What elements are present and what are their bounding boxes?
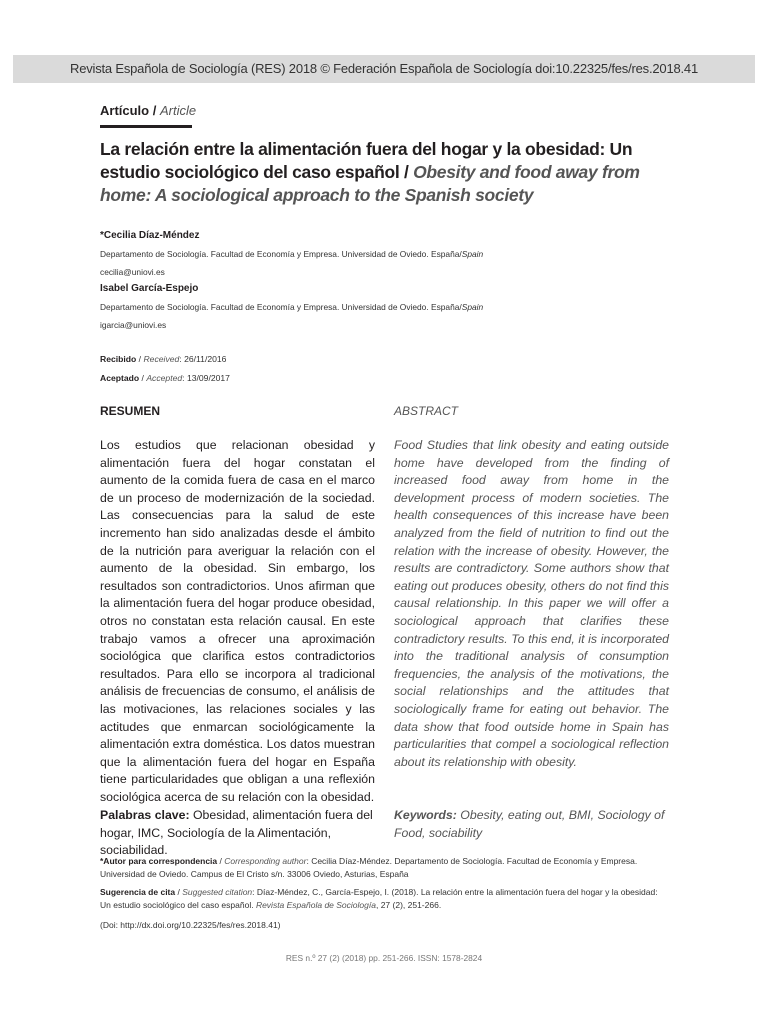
article-type-es: Artículo bbox=[100, 103, 150, 118]
palabras-clave-label: Palabras clave: bbox=[100, 808, 190, 822]
citation-text: : Díaz-Méndez, C., García-Espejo, I. (2018). La relación entre la alimentación fuera del hogar y la obesidad: Un estudio sociológico del caso español. bbox=[100, 887, 658, 910]
author-email: igarcia@uniovi.es bbox=[100, 320, 167, 330]
author-affiliation bbox=[100, 302, 483, 312]
article-title bbox=[100, 138, 680, 207]
author-name: *Cecilia Díaz-Méndez bbox=[100, 230, 200, 241]
citation-label-en: Suggested citation bbox=[182, 887, 253, 897]
palabras-clave bbox=[100, 807, 375, 860]
abstract-text: Food Studies that link obesity and eating outside home have developed from the finding of increased food away from home in the development process of modern societies. The health consequences of this increase have been analyzed from the field of nutrition to find out the relation with the increase of obesity. However, the results are contradictory. Some authors show that eating out produces obesity, others do not find this causal relationship. In this paper we will offer a sociological approach that clarifies these contradictory results. To this end, it is incorporated into the traditional analysis of consumption frequencies, the analysis of the motivations, the social relationships and the attitudes that sociologically frame for eating out behavior. The data show that food outside home in Spain has particularities that compel a sociological reflection about its relationship with obesity. bbox=[394, 438, 669, 769]
correspondence-note: *Autor para correspondencia / Corresponding author: Cecilia Díaz-Méndez. Departamento de Sociología. Facultad de Economía y Empresa. Universidad de Oviedo. Campus de El Cristo s/n. 33006 Oviedo, Asturias, España bbox=[100, 856, 638, 879]
accepted-value: 13/09/2017 bbox=[186, 373, 230, 383]
received-label-en: Received bbox=[143, 354, 180, 364]
affiliation-text: Departamento de Sociología. Facultad de Economía y Empresa. Universidad de Oviedo. España/ bbox=[100, 302, 462, 312]
suggested-citation: Sugerencia de cita / Suggested citation: Díaz-Méndez, C., García-Espejo, I. (2018). La relación entre la alimentación fuera del hogar y la obesidad: Un estudio sociológico del caso español. Revista Española de Sociología, 27 (2), 251-266. bbox=[100, 887, 658, 910]
keywords bbox=[394, 807, 669, 842]
journal-header-band bbox=[13, 55, 755, 83]
page-footer: RES n.º 27 (2) (2018) pp. 251-266. ISSN: 1578-2824 bbox=[285, 953, 483, 963]
doi-link[interactable]: (Doi: http://dx.doi.org/10.22325/fes/res.2018.41) bbox=[100, 920, 281, 930]
article-type-underline bbox=[100, 125, 192, 128]
article-type-sep: / bbox=[149, 103, 160, 118]
citation-journal: Revista Española de Sociología bbox=[255, 900, 376, 910]
received-value: 26/11/2016 bbox=[184, 354, 227, 364]
accepted-label-en: Accepted bbox=[146, 373, 183, 383]
received-date: Recibido / Received: 26/11/2016 bbox=[100, 354, 227, 364]
keywords-values: Obesity, eating out, BMI, Sociology of Food, sociability bbox=[394, 808, 665, 840]
accepted-date: Aceptado / Accepted: 13/09/2017 bbox=[100, 373, 230, 383]
citation-tail: , 27 (2), 251-266. bbox=[375, 900, 442, 910]
correspondence-label-en: Corresponding author bbox=[224, 856, 307, 866]
correspondence-text: : Cecilia Díaz-Méndez. Departamento de Sociología. Facultad de Economía y Empresa. Universidad de Oviedo. Campus de El Cristo s/n. 33006 Oviedo, Asturias, España bbox=[100, 856, 638, 879]
journal-citation-line: Revista Española de Sociología (RES) 2018 © Federación Española de Sociología doi:10.22325/fes/res.2018.41 bbox=[70, 61, 698, 76]
author-email: cecilia@uniovi.es bbox=[100, 267, 165, 277]
affiliation-country-en: Spain bbox=[461, 302, 484, 312]
title-es: La relación entre la alimentación fuera del hogar y la obesidad: Un estudio sociológico del caso español / bbox=[100, 139, 633, 182]
article-type-label bbox=[100, 103, 196, 118]
title-en: Obesity and food away from home: A sociological approach to the Spanish society bbox=[100, 162, 640, 205]
affiliation-country-en: Spain bbox=[461, 249, 484, 259]
author-affiliation bbox=[100, 249, 483, 259]
abstract-heading: ABSTRACT bbox=[394, 404, 459, 418]
accepted-label: Aceptado bbox=[100, 373, 140, 383]
article-type-en: Article bbox=[159, 103, 197, 118]
keywords-label: Keywords: bbox=[394, 808, 457, 822]
resumen-text: Los estudios que relacionan obesidad y alimentación fuera del hogar constatan el aumento de la comida fuera de casa en el marco de un proceso de modernización de la sociedad. Las consecuencias para la salud de este incremento han sido analizadas desde el ámbito de la nutrición para averiguar la relación con el aumento de la obesidad. Sin embargo, los resultados son contradictorios. Unos afirman que la alimentación fuera del hogar produce obesidad, otros no constatan esta relación causal. En este trabajo vamos a ofrecer una aproximación sociológica que clarifica estos contradictorios resultados. Para ello se incorpora al tradicional análisis de frecuencias de consumo, el análisis de las motivaciones, las relaciones sociales y las actitudes que enmarcan sociológicamente la alimentación extra doméstica. Los datos muestran que la alimentación fuera del hogar en España tiene particularidades que obligan a una reflexión sociológica acerca de su relación con la obesidad. bbox=[100, 438, 375, 804]
received-label: Recibido bbox=[100, 354, 137, 364]
palabras-clave-values: Obesidad, alimentación fuera del hogar, IMC, Sociología de la Alimentación, sociabilidad. bbox=[100, 808, 373, 858]
citation-label: Sugerencia de cita bbox=[100, 887, 176, 897]
correspondence-label: *Autor para correspondencia bbox=[100, 856, 218, 866]
resumen-heading: RESUMEN bbox=[100, 404, 161, 418]
affiliation-text: Departamento de Sociología. Facultad de Economía y Empresa. Universidad de Oviedo. España/ bbox=[100, 249, 462, 259]
author-name: Isabel García-Espejo bbox=[100, 283, 199, 294]
